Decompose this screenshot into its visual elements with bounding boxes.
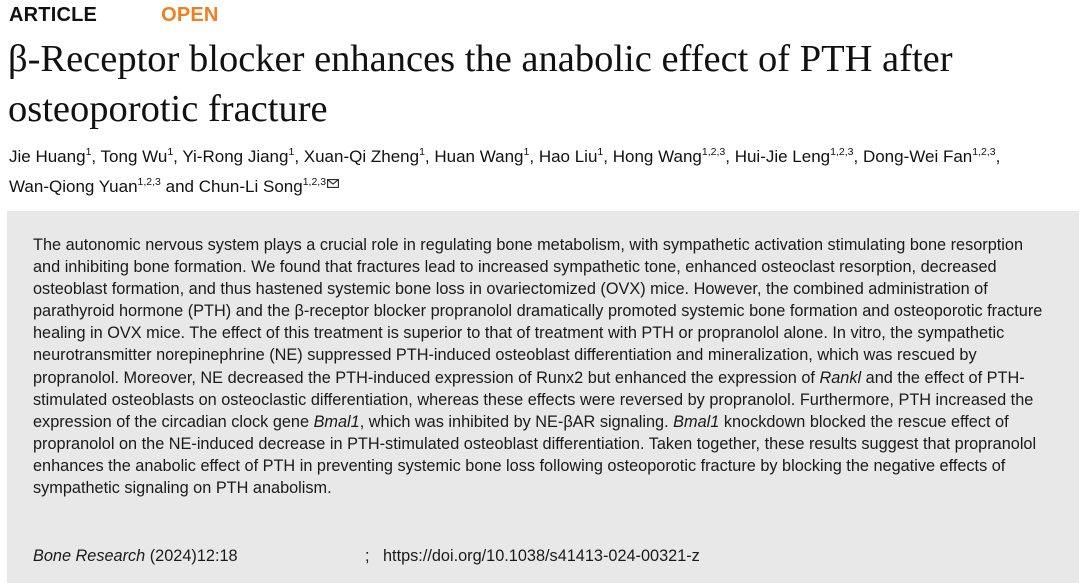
author: Hong Wang$^{1,2,3}$ bbox=[612, 146, 726, 166]
author: Wan-Qiong Yuan$^{1,2,3}$ bbox=[9, 176, 161, 196]
author: Huan Wang$^1$ bbox=[434, 146, 530, 166]
citation-line bbox=[33, 547, 700, 566]
citation-separator: ; bbox=[365, 547, 370, 565]
abstract-text: The autonomic nervous system plays a crucial role in regulating bone metabolism, with sympathetic activation stimulating bone resorption and inhibiting bone formation. We found that fractures lead to increased sympathetic tone, enhanced osteoclast resorption, decreased osteoblast formation, and thus hastened systemic bone loss in ovariectomized (OVX) mice. However, the combined administration of parathyroid hormone (PTH) and the β-receptor blocker propranolol dramatically promoted systemic bone formation and osteoporotic fracture healing in OVX mice. The effect of this treatment is superior to that of treatment with PTH or propranolol alone. In vitro, the sympathetic neurotransmitter norepinephrine (NE) suppressed PTH-induced osteoblast differentiation and mineralization, which was rescued by propranolol. Moreover, NE decreased the PTH-induced expression of Runx2 but enhanced the expression of Rankl and the effect of PTH-stimulated osteoblasts on osteoclastic differentiation, whereas these effects were reversed by propranolol. Furthermore, PTH increased the expression of the circadian clock gene Bmal1, which was inhibited by NE-βAR signaling. Bmal1 knockdown blocked the rescue effect of propranolol on the NE-induced decrease in PTH-stimulated osteoblast differentiation. Taken together, these results suggest that propranolol enhances the anabolic effect of PTH in preventing systemic bone loss following osteoporotic fracture by blocking the negative effects of sympathetic signaling on PTH anabolism. bbox=[33, 236, 1043, 498]
envelope-icon[interactable] bbox=[327, 170, 339, 196]
volume-info: (2024)12:18 bbox=[149, 547, 238, 565]
gene-name: Bmal1 bbox=[673, 412, 720, 431]
author: Jie Huang$^1$ bbox=[9, 146, 92, 166]
author: Yi-Rong Jiang$^1$ bbox=[182, 146, 295, 166]
author: Hao Liu$^1$ bbox=[538, 146, 604, 166]
author: Tong Wu$^1$ bbox=[100, 146, 174, 166]
article-header bbox=[9, 4, 219, 27]
open-access-label: OPEN bbox=[161, 4, 219, 26]
gene-name: Bmal1 bbox=[313, 412, 360, 431]
gene-name: Rankl bbox=[819, 368, 862, 387]
corresponding-author[interactable]: Chun-Li Song$^{1,2,3}$ bbox=[199, 177, 339, 196]
author: Hui-Jie Leng$^{1,2,3}$ bbox=[734, 146, 854, 166]
author: Xuan-Qi Zheng$^1$ bbox=[303, 146, 425, 166]
doi-link[interactable]: https://doi.org/10.1038/s41413-024-00321-z bbox=[383, 547, 700, 565]
author-conjunction: and bbox=[165, 177, 194, 196]
journal-name: Bone Research bbox=[33, 547, 146, 565]
article-type-label: ARTICLE bbox=[9, 4, 98, 26]
author-list: Jie Huang$^1$, Tong Wu$^1$, Yi-Rong Jiang$^1$, Xuan-Qi Zheng$^1$, Huan Wang$^1$, Hao Liu$^1$, Hong Wang$^{1,2,3}$, Hui-Jie Leng$^{1,2,3}$, Dong-Wei Fan$^{1,2,3}$, Wan-Qiong Yuan$^{1,2,3}$ and Chun-Li Song$^{1,2,3}$ bbox=[9, 146, 1001, 196]
paper-title: β-Receptor blocker enhances the anabolic effect of PTH after osteoporotic fracture bbox=[8, 38, 953, 130]
author: Dong-Wei Fan$^{1,2,3}$ bbox=[862, 146, 996, 166]
